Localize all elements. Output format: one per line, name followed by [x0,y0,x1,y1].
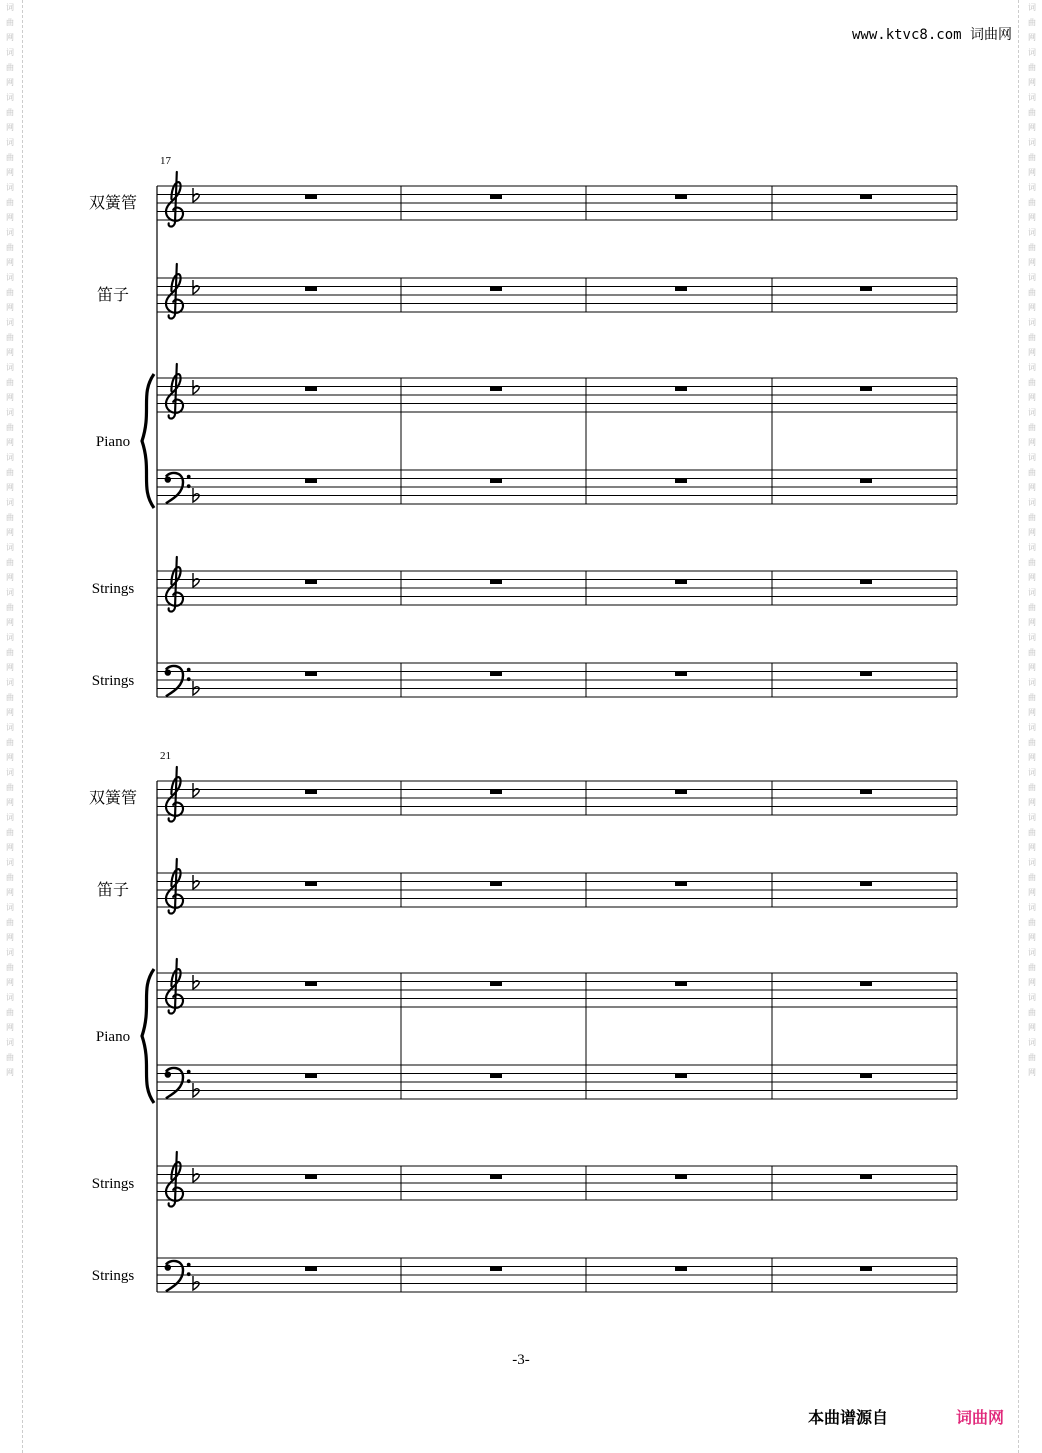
whole-rest-icon [490,1074,502,1079]
watermark-char: 网 [6,213,14,222]
footer-source-text: 本曲谱源自 [808,1408,889,1427]
whole-rest-icon [675,287,687,292]
watermark-char: 曲 [6,288,14,297]
watermark-char: 词 [1028,723,1036,732]
measure-number: 17 [160,155,171,167]
watermark-char: 词 [6,453,14,462]
watermark-char: 网 [6,573,14,582]
watermark-char: 词 [6,3,14,12]
watermark-char: 网 [1028,618,1036,627]
treble-clef-icon [166,264,183,319]
watermark-char: 词 [1028,813,1036,822]
watermark-char: 网 [6,303,14,312]
watermark-char: 词 [6,903,14,912]
watermark-char: 曲 [1028,333,1036,342]
whole-rest-icon [490,1267,502,1272]
watermark-char: 曲 [1028,603,1036,612]
watermark-char: 网 [1028,258,1036,267]
watermark-char: 曲 [1028,648,1036,657]
watermark-char: 曲 [6,693,14,702]
instrument-label: 双簧管 [88,193,138,212]
watermark-char: 词 [6,993,14,1002]
watermark-char: 网 [6,933,14,942]
watermark-char: 网 [1028,663,1036,672]
watermark-char: 网 [6,1068,14,1077]
watermark-char: 曲 [1028,963,1036,972]
watermark-char: 网 [1028,78,1036,87]
whole-rest-icon [490,479,502,484]
watermark-char: 网 [6,483,14,492]
whole-rest-icon [860,790,872,795]
whole-rest-icon [305,287,317,292]
watermark-char: 曲 [1028,198,1036,207]
watermark-char: 曲 [1028,693,1036,702]
watermark-char: 词 [6,318,14,327]
watermark-char: 曲 [1028,423,1036,432]
header-site-link[interactable]: www.ktvc8.com 词曲网 [851,27,1012,43]
watermark-char: 网 [1028,573,1036,582]
whole-rest-icon [490,287,502,292]
watermark-char: 曲 [6,243,14,252]
watermark-char: 网 [1028,168,1036,177]
watermark-char: 词 [1028,858,1036,867]
watermark-char: 网 [6,258,14,267]
treble-clef-icon [166,859,183,914]
watermark-char: 词 [6,633,14,642]
watermark-char: 词 [6,273,14,282]
whole-rest-icon [490,672,502,677]
treble-clef-icon [166,767,183,822]
whole-rest-icon [675,672,687,677]
whole-rest-icon [675,982,687,987]
whole-rest-icon [860,580,872,585]
watermark-char: 曲 [1028,918,1036,927]
instrument-label: Strings [91,581,135,597]
whole-rest-icon [675,580,687,585]
whole-rest-icon [675,479,687,484]
watermark-char: 词 [1028,498,1036,507]
whole-rest-icon [675,1175,687,1180]
treble-clef-icon [166,364,183,419]
whole-rest-icon [675,790,687,795]
watermark-char: 曲 [1028,783,1036,792]
watermark-char: 词 [6,48,14,57]
watermark-char: 网 [1028,888,1036,897]
watermark-char: 网 [6,528,14,537]
treble-clef-icon [166,1152,183,1207]
watermark-char: 网 [1028,483,1036,492]
watermark-char: 曲 [6,18,14,27]
watermark-char: 词 [1028,543,1036,552]
watermark-char: 网 [1028,123,1036,132]
whole-rest-icon [675,1267,687,1272]
watermark-char: 曲 [1028,558,1036,567]
watermark-char: 词 [6,228,14,237]
watermark-char: 网 [1028,1068,1036,1077]
watermark-char: 曲 [1028,288,1036,297]
watermark-char: 网 [1028,933,1036,942]
treble-clef-icon [166,172,183,227]
watermark-char: 词 [1028,903,1036,912]
watermark-char: 网 [6,1023,14,1032]
watermark-char: 曲 [6,153,14,162]
watermark-char: 网 [6,78,14,87]
watermark-char: 曲 [6,63,14,72]
watermark-char: 曲 [6,783,14,792]
watermark-char: 曲 [1028,153,1036,162]
watermark-char: 曲 [6,873,14,882]
watermark-char: 网 [6,663,14,672]
watermark-char: 网 [1028,303,1036,312]
watermark-char: 曲 [6,1008,14,1017]
watermark-char: 曲 [1028,468,1036,477]
bass-clef-icon [165,473,191,503]
instrument-label: 双簧管 [88,788,138,807]
watermark-char: 网 [6,168,14,177]
watermark-char: 曲 [1028,738,1036,747]
watermark-char: 词 [6,678,14,687]
whole-rest-icon [305,580,317,585]
whole-rest-icon [860,1175,872,1180]
whole-rest-icon [860,387,872,392]
whole-rest-icon [860,195,872,200]
watermark-char: 词 [1028,408,1036,417]
watermark-char: 词 [1028,183,1036,192]
treble-clef-icon [166,959,183,1014]
watermark-char: 网 [6,888,14,897]
whole-rest-icon [305,790,317,795]
whole-rest-icon [305,882,317,887]
watermark-char: 曲 [1028,108,1036,117]
piano-brace [142,374,154,508]
instrument-label: Strings [91,1176,135,1192]
bass-clef-icon [165,666,191,696]
watermark-char: 曲 [6,603,14,612]
whole-rest-icon [675,387,687,392]
watermark-char: 词 [1028,48,1036,57]
watermark-char: 曲 [6,378,14,387]
instrument-label: 笛子 [96,880,130,899]
watermark-char: 词 [6,498,14,507]
whole-rest-icon [305,1175,317,1180]
whole-rest-icon [490,580,502,585]
watermark-char: 词 [1028,453,1036,462]
watermark-char: 曲 [1028,1008,1036,1017]
watermark-char: 曲 [6,1053,14,1062]
watermark-char: 词 [1028,3,1036,12]
watermark-char: 词 [1028,93,1036,102]
watermark-char: 曲 [6,198,14,207]
watermark-char: 网 [1028,213,1036,222]
watermark-char: 曲 [1028,1053,1036,1062]
watermark-char: 词 [6,138,14,147]
watermark-char: 网 [6,843,14,852]
watermark-char: 曲 [1028,513,1036,522]
bass-clef-icon [165,1068,191,1098]
watermark-char: 网 [6,33,14,42]
watermark-char: 词 [6,813,14,822]
watermark-char: 词 [1028,768,1036,777]
whole-rest-icon [305,195,317,200]
watermark-char: 曲 [1028,378,1036,387]
whole-rest-icon [305,1074,317,1079]
watermark-char: 网 [1028,798,1036,807]
watermark-char: 网 [6,393,14,402]
watermark-char: 曲 [6,468,14,477]
watermark-char: 网 [1028,348,1036,357]
watermark-char: 词 [6,948,14,957]
watermark-char: 网 [6,798,14,807]
watermark-char: 词 [1028,363,1036,372]
watermark-char: 词 [6,183,14,192]
watermark-char: 网 [1028,528,1036,537]
watermark-char: 网 [1028,393,1036,402]
whole-rest-icon [490,790,502,795]
watermark-char: 曲 [6,738,14,747]
whole-rest-icon [860,882,872,887]
watermark-char: 词 [6,363,14,372]
watermark-char: 词 [1028,273,1036,282]
watermark-char: 词 [6,858,14,867]
whole-rest-icon [490,982,502,987]
watermark-char: 词 [1028,633,1036,642]
whole-rest-icon [490,387,502,392]
watermark-char: 网 [6,708,14,717]
whole-rest-icon [675,1074,687,1079]
bass-clef-icon [165,1261,191,1291]
measure-number: 21 [160,750,171,762]
whole-rest-icon [675,195,687,200]
watermark-char: 曲 [1028,18,1036,27]
watermark-char: 网 [1028,1023,1036,1032]
whole-rest-icon [305,672,317,677]
treble-clef-icon [166,557,183,612]
watermark-char: 词 [6,768,14,777]
watermark-char: 网 [6,978,14,987]
watermark-char: 曲 [6,963,14,972]
watermark-char: 词 [1028,678,1036,687]
watermark-char: 词 [1028,228,1036,237]
whole-rest-icon [490,882,502,887]
watermark-char: 网 [6,753,14,762]
watermark-char: 曲 [1028,63,1036,72]
whole-rest-icon [860,1074,872,1079]
instrument-label: Strings [91,1268,135,1284]
instrument-label: Piano [95,1029,131,1045]
instrument-label: Piano [95,434,131,450]
watermark-char: 曲 [6,333,14,342]
watermark-char: 曲 [6,648,14,657]
watermark-char: 词 [1028,138,1036,147]
whole-rest-icon [305,479,317,484]
instrument-label: Strings [91,673,135,689]
watermark-char: 曲 [6,558,14,567]
watermark-char: 曲 [6,513,14,522]
piano-brace [142,969,154,1103]
watermark-char: 曲 [1028,873,1036,882]
watermark-char: 网 [6,348,14,357]
whole-rest-icon [860,982,872,987]
whole-rest-icon [860,1267,872,1272]
whole-rest-icon [305,1267,317,1272]
whole-rest-icon [305,387,317,392]
watermark-char: 词 [6,543,14,552]
watermark-char: 网 [1028,438,1036,447]
watermark-char: 词 [1028,948,1036,957]
whole-rest-icon [675,882,687,887]
watermark-char: 网 [1028,843,1036,852]
watermark-char: 网 [1028,978,1036,987]
whole-rest-icon [305,982,317,987]
watermark-char: 词 [1028,588,1036,597]
footer-brand-link[interactable]: 词曲网 [956,1408,1005,1427]
watermark-char: 曲 [6,423,14,432]
whole-rest-icon [490,1175,502,1180]
watermark-char: 词 [1028,318,1036,327]
watermark-char: 网 [1028,753,1036,762]
watermark-char: 网 [6,123,14,132]
watermark-char: 词 [6,723,14,732]
watermark-char: 词 [6,93,14,102]
watermark-char: 词 [6,588,14,597]
page-number: -3- [512,1352,530,1368]
watermark-char: 网 [6,438,14,447]
instrument-label: 笛子 [96,285,130,304]
watermark-char: 曲 [1028,828,1036,837]
watermark-char: 词 [1028,993,1036,1002]
watermark-char: 网 [1028,708,1036,717]
whole-rest-icon [490,195,502,200]
whole-rest-icon [860,287,872,292]
watermark-char: 曲 [6,918,14,927]
watermark-char: 词 [6,408,14,417]
watermark-char: 曲 [1028,243,1036,252]
watermark-char: 曲 [6,828,14,837]
watermark-char: 网 [1028,33,1036,42]
watermark-char: 词 [1028,1038,1036,1047]
whole-rest-icon [860,672,872,677]
watermark-char: 网 [6,618,14,627]
watermark-char: 词 [6,1038,14,1047]
watermark-char: 曲 [6,108,14,117]
whole-rest-icon [860,479,872,484]
